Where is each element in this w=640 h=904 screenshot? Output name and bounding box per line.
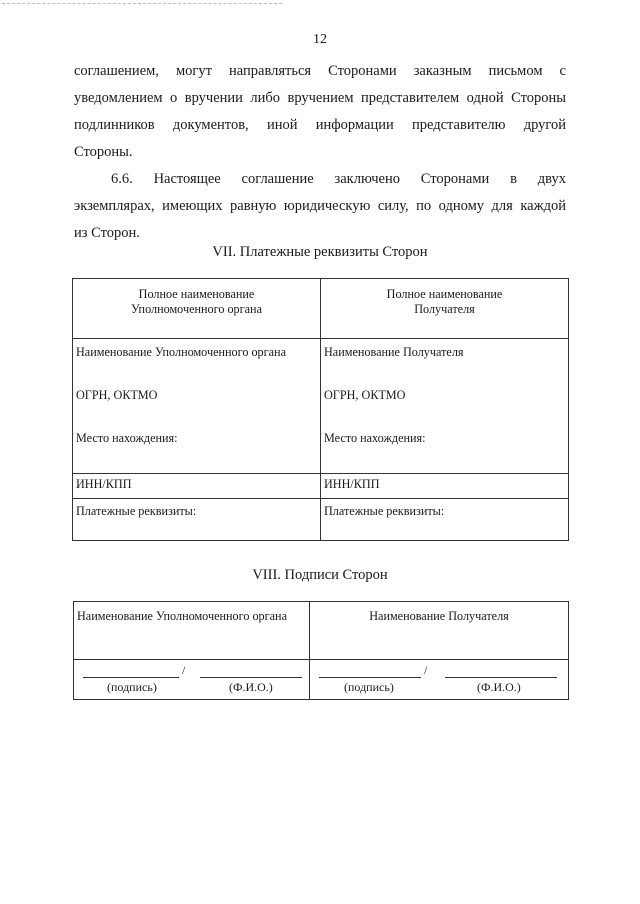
signature-line [319,677,421,678]
section-7-heading: VII. Платежные реквизиты Сторон [212,244,428,260]
authority-signature-cell [74,660,310,700]
signature-line [83,677,179,678]
recipient-details-cell [321,339,569,474]
right-header-cell [321,279,569,339]
scan-top-dashes [2,3,282,4]
header-line: Полное наименование [138,287,255,301]
signature-caption: (подпись) [107,680,157,694]
paragraph-6-5-continuation [74,58,566,166]
left-header-cell [73,279,321,339]
separator-slash: / [182,663,186,677]
recipient-inn-label: ИНН/КПП [321,474,569,499]
name-caption: (Ф.И.О.) [477,680,521,694]
payment-details-table [72,278,569,541]
signatures-table [73,601,569,700]
paragraph-6-6 [74,166,566,247]
text-line: подлинников документов, иной информации представителю другой [74,117,566,133]
header-line: Получателя [414,302,475,316]
header-line: Полное наименование [386,287,503,301]
signature-caption: (подпись) [344,680,394,694]
text-line: экземплярах, имеющих равную юридическую силу, по одному для каждой [74,198,566,214]
recipient-address-label: Место нахождения: [324,431,426,445]
name-line [200,677,302,678]
authority-details-cell [73,339,321,474]
name-caption: (Ф.И.О.) [229,680,273,694]
authority-title-cell: Наименование Уполномоченного органа [74,602,310,660]
text-line: 6.6. Настоящее соглашение заключено Сторонами в двух [111,171,566,187]
section-8-heading: VIII. Подписи Сторон [252,567,388,583]
recipient-signature-cell [310,660,569,700]
recipient-payment-label: Платежные реквизиты: [321,499,569,541]
authority-name-label: Наименование Уполномоченного органа [76,345,286,359]
text-line: Стороны. [74,144,133,160]
authority-address-label: Место нахождения: [76,431,178,445]
text-line: уведомлением о вручении либо вручением представителем одной Стороны [74,90,566,106]
authority-payment-label: Платежные реквизиты: [73,499,321,541]
recipient-ogrn-label: ОГРН, ОКТМО [324,388,406,402]
authority-inn-label: ИНН/КПП [73,474,321,499]
separator-slash: / [424,663,428,677]
name-line [445,677,557,678]
text-line: соглашением, могут направляться Сторонами заказным письмом с [74,63,566,79]
text-line: из Сторон. [74,225,140,241]
recipient-name-label: Наименование Получателя [324,345,464,359]
authority-ogrn-label: ОГРН, ОКТМО [76,388,158,402]
page-number: 12 [313,32,327,47]
header-line: Уполномоченного органа [130,302,262,316]
recipient-title-cell: Наименование Получателя [310,602,569,660]
